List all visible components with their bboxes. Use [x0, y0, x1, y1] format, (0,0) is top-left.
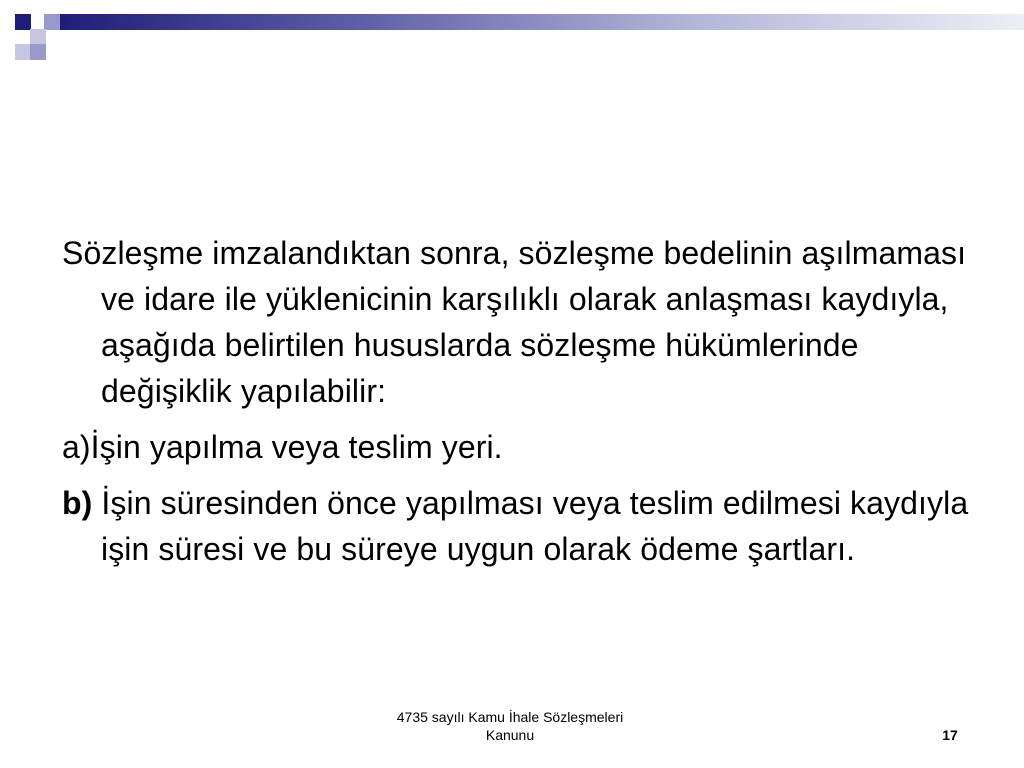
intro-paragraph: Sözleşme imzalandıktan sonra, sözleşme bedelinin aşılmaması ve idare ile yüklenicinin karşılıklı olarak anlaşması kaydıyla, aşağıda belirtilen hususlarda sözleşme hükümlerinde değişiklik yapılabilir: — [62, 235, 967, 409]
decorative-square — [44, 14, 60, 30]
item-a-paragraph: a)İşin yapılma veya teslim yeri. — [62, 429, 503, 465]
decorative-square — [15, 44, 31, 60]
item-b-text: İşin süresinden önce yapılması veya teslim edilmesi kaydıyla işin süresi ve bu süreye uygun olarak ödeme şartları. — [92, 485, 969, 567]
decorative-square — [15, 14, 31, 30]
footer-line-2: Kanunu — [485, 727, 535, 743]
slide-body — [62, 230, 982, 582]
footer-line-1: 4735 sayılı Kamu İhale Sözleşmeleri — [396, 709, 624, 725]
header-gradient-bar — [60, 14, 1024, 30]
decorative-square — [30, 29, 46, 45]
decorative-square — [30, 44, 46, 60]
footer-caption — [360, 708, 660, 744]
page-number: 17 — [942, 727, 958, 743]
item-b-paragraph — [62, 480, 982, 572]
item-b-label: b) — [62, 485, 93, 521]
